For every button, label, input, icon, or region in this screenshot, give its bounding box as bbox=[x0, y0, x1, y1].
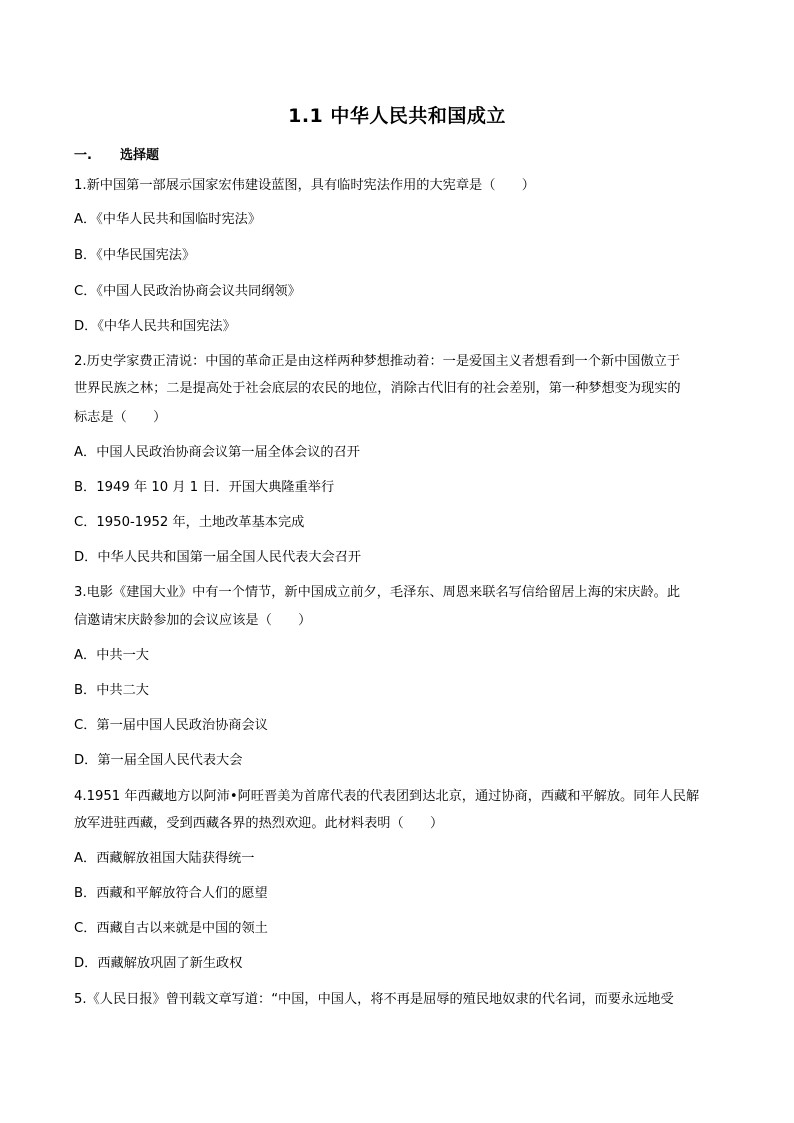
question-3-stem-line-2: 信邀请宋庆龄参加的会议应该是（ ） bbox=[74, 613, 312, 628]
section-heading bbox=[74, 144, 159, 163]
question-1-option-c: C．《中国人民政治协商会议共同纲领》 bbox=[74, 284, 301, 299]
page-title: 1.1 中华人民共和国成立 bbox=[288, 105, 506, 127]
question-2-option-c: C．1950-1952 年，土地改革基本完成 bbox=[74, 515, 305, 530]
question-1-option-a: A．《中华人民共和国临时宪法》 bbox=[74, 212, 262, 227]
question-1-option-d: D．《中华人民共和国宪法》 bbox=[74, 319, 236, 334]
question-2-stem-line-2: 世界民族之林；二是提高处于社会底层的农民的地位，消除古代旧有的社会差别，第一种梦想变为现实的 bbox=[74, 381, 681, 396]
question-2-option-a: A．中国人民政治协商会议第一届全体会议的召开 bbox=[74, 445, 360, 460]
question-4-stem-line-2: 放军进驻西藏，受到西藏各界的热烈欢迎。此材料表明（ ） bbox=[74, 816, 444, 831]
question-3-option-a: A．中共一大 bbox=[74, 648, 149, 663]
question-4-option-c: C．西藏自古以来就是中国的领土 bbox=[74, 921, 268, 936]
question-3-stem-line-1: 3.电影《建国大业》中有一个情节，新中国成立前夕，毛泽东、周恩来联名写信给留居上海的宋庆龄。此 bbox=[74, 585, 681, 600]
question-2-option-d: D．中华人民共和国第一届全国人民代表大会召开 bbox=[74, 550, 362, 565]
question-4-option-d: D．西藏解放巩固了新生政权 bbox=[74, 956, 243, 971]
question-4-option-b: B．西藏和平解放符合人们的愿望 bbox=[74, 886, 268, 901]
question-3-option-c: C．第一届中国人民政治协商会议 bbox=[74, 718, 268, 733]
section-number: 一. bbox=[74, 148, 92, 163]
question-2-option-b: B．1949 年 10 月 1 日．开国大典隆重举行 bbox=[74, 480, 335, 495]
question-1-option-b: B．《中华民国宪法》 bbox=[74, 248, 196, 263]
question-1-stem: 1.新中国第一部展示国家宏伟建设蓝图，具有临时宪法作用的大宪章是（ ） bbox=[74, 178, 535, 193]
question-5-stem-line-1: 5.《人民日报》曾刊载文章写道：“中国，中国人，将不再是屈辱的殖民地奴隶的代名词，而要永远地受 bbox=[74, 992, 674, 1007]
question-3-option-b: B．中共二大 bbox=[74, 683, 149, 698]
question-3-option-d: D．第一届全国人民代表大会 bbox=[74, 753, 243, 768]
question-4-option-a: A．西藏解放祖国大陆获得统一 bbox=[74, 851, 255, 866]
question-2-stem-line-3: 标志是（ ） bbox=[74, 410, 167, 425]
question-2-stem-line-1: 2.历史学家费正清说：中国的革命正是由这样两种梦想推动着：一是爱国主义者想看到一个新中国傲立于 bbox=[74, 354, 681, 369]
question-4-stem-line-1: 4.1951 年西藏地方以阿沛•阿旺晋美为首席代表的代表团到达北京，通过协商，西藏和平解放。同年人民解 bbox=[74, 789, 700, 804]
section-label: 选择题 bbox=[120, 148, 160, 163]
